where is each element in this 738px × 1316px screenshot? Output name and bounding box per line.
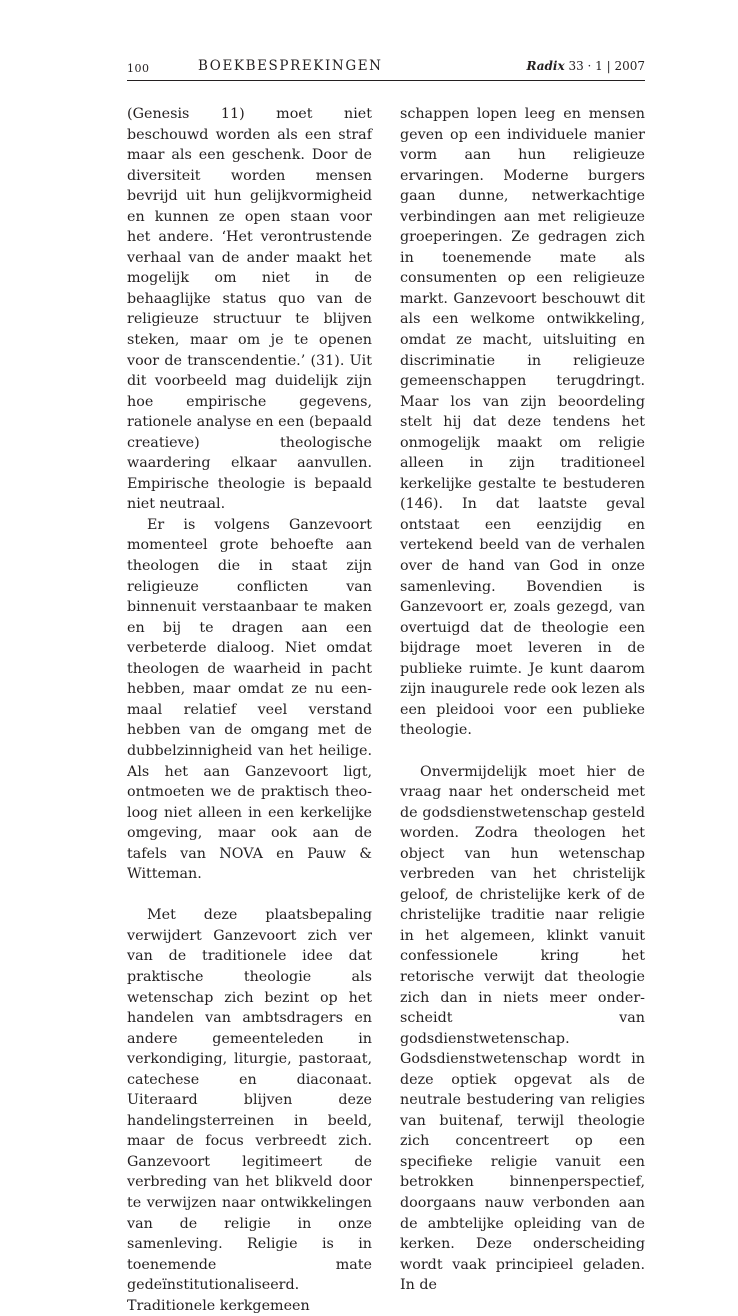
paragraph: (Genesis 11) moet niet beschouwd worden als een straf maar als een geschenk. Door de diversiteit worden mensen bevrijd uit hun gelijkvormigheid en kunnen ze open staan voor het andere. ‘Het verontrustende verhaal van de ander maakt het mogelijk om niet in de behaaglijke status quo van de religieuze structuur te blijven steken, maar om je te openen voor de transcendentie.’ (31). Uit dit voorbeeld mag duidelijk zijn hoe empirische gegevens, rationele analyse en een (bepaald creatieve) theologische waardering elkaar aanvullen. Empirische theologie is bepaald niet neutraal. <box>127 106 372 513</box>
paragraph: schappen lopen leeg en mensen geven op een individuele manier vorm aan hun religieuze ervaringen. Moderne burgers gaan dunne, netwerkachtige verbindingen aan met religieuze groeperingen. Ze gedragen zich in toenemende mate als consumenten op een religieuze markt. Ganzevoort beschouwt dit als een welkome ontwikkeling, omdat ze macht, uitsluiting en discriminatie in religieuze gemeenschappen terugdringt. Maar los van zijn beoordeling stelt hij dat deze tendens het onmogelijk maakt om religie alleen in zijn traditioneel kerkelijke gestalte te bestuderen (146). In dat laatste geval ontstaat een eenzijdig en vertekend beeld van de verhalen over de hand van God in onze samenleving. Bovendien is Ganzevoort er, zoals gezegd, van overtuigd dat de theologie een bijdrage moet leveren in de publieke ruimte. Je kunt daarom zijn inaugurele rede ook lezen als een pleidooi voor een publieke theologie. <box>400 106 645 739</box>
journal-issue: 33 · 1 | 2007 <box>568 59 645 73</box>
journal-name: Radix <box>526 59 565 73</box>
page-number: 100 <box>127 62 150 75</box>
paragraph: Er is volgens Ganzevoort momenteel grote behoefte aan theologen die in staat zijn religieuze conflicten van binnenuit verstaanbaar te maken en bij te dragen aan een verbeterde dialoog. Niet omdat theologen de waarheid in pacht hebben, maar omdat ze nu eenmaal relatief veel verstand hebben van de omgang met de dubbelzinnigheid van het heilige. Als het aan Ganzevoort ligt, ontmoeten we de praktisch theoloog niet alleen in een kerkelijke omgeving, maar ook aan de tafels van NOVA en Pauw & Witteman. <box>127 516 372 883</box>
left-column <box>127 104 372 1316</box>
right-column <box>400 104 645 1296</box>
journal-reference <box>526 59 645 73</box>
section-title: BOEKBESPREKINGEN <box>198 58 383 74</box>
paragraph: Met deze plaatsbepaling verwijdert Ganzevoort zich ver van de traditionele idee dat praktische theologie als wetenschap zich bezint op het handelen van ambtsdragers en andere gemeenteleden in verkondiging, liturgie, pastoraat, catechese en diaconaat. Uiteraard blijven deze handelingsterreinen in beeld, maar de focus verbreedt zich. Ganzevoort legitimeert de verbreding van het blikveld door te verwijzen naar ontwikkelingen van de religie in onze samenleving. Religie is in toenemende mate gedeïnstitutionaliseerd. Traditionele kerkgemeen <box>127 907 372 1314</box>
header-rule <box>127 80 645 81</box>
running-header <box>127 58 645 80</box>
paragraph: Onvermijdelijk moet hier de vraag naar het onderscheid met de godsdienstwetenschap gesteld worden. Zodra theologen het object van hun wetenschap verbreden van het christelijk geloof, de christelijke kerk of de christelijke traditie naar religie in het algemeen, klinkt vanuit confessionele kring het retorische verwijt dat theologie zich dan in niets meer onderscheidt van godsdienstwetenschap. Godsdienstwetenschap wordt in deze optiek opgevat als de neutrale bestudering van religies van buitenaf, terwijl theologie zich concentreert op een specifieke religie vanuit een betrokken binnenperspectief, doorgaans nauw verbonden aan de ambtelijke opleiding van de kerken. Deze onderscheiding wordt vaak principieel geladen. In de <box>400 763 645 1294</box>
